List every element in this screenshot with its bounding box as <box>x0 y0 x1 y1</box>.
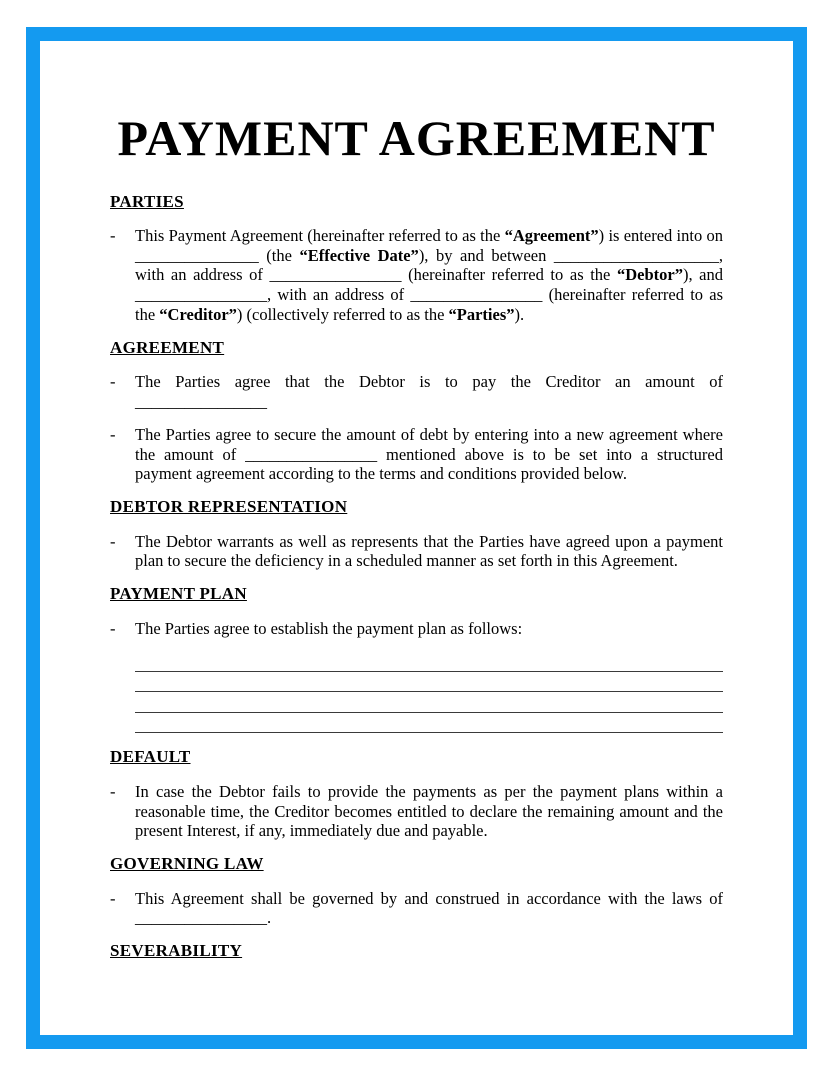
section-heading: PAYMENT PLAN <box>110 584 247 604</box>
text-run: (the <box>258 245 300 265</box>
fill-in-blank: ________________ <box>135 908 267 928</box>
defined-term: “Creditor” <box>159 305 237 325</box>
text-run: (hereinafter referred to as the <box>401 265 617 285</box>
bullet-text <box>135 372 723 412</box>
section-heading: PARTIES <box>110 191 184 211</box>
defined-term: “Debtor” <box>616 265 683 285</box>
defined-term: “Agreement” <box>504 225 599 245</box>
text-run: ) (collectively referred to as the <box>236 305 449 325</box>
section-heading: AGREEMENT <box>110 337 225 357</box>
bullet-dash: - <box>110 781 116 801</box>
bullet-item <box>110 372 723 412</box>
section-payment-plan <box>110 584 723 733</box>
text-run: ) is entered into on <box>598 225 724 245</box>
bullet-text <box>135 532 723 572</box>
text-run: ). <box>514 305 525 325</box>
fill-in-blank: _______________ <box>135 245 259 265</box>
bullet-text <box>135 619 723 639</box>
bullet-item <box>110 226 723 325</box>
write-line <box>135 651 723 672</box>
fill-in-blank: ________________ <box>410 285 543 305</box>
text-run: This Agreement shall be governed by and construed in accordance with the laws of <box>135 888 723 908</box>
text-run: , with an address of <box>267 285 411 305</box>
section-heading: DEFAULT <box>110 747 191 767</box>
section-agreement <box>110 338 723 484</box>
text-run: (hereinafter referred to as the <box>135 285 724 325</box>
document-title: PAYMENT AGREEMENT <box>117 110 716 166</box>
bullet-text <box>135 889 723 929</box>
bullet-dash: - <box>110 424 116 444</box>
text-run: The Debtor warrants as well as represents that the Parties have agreed upon a payment plan to secure the deficiency in a scheduled manner as set forth in this Agreement. <box>135 531 723 571</box>
text-run: mentioned above is to be set into a structured payment agreement according to the terms and conditions provided below. <box>135 444 723 484</box>
bullet-text <box>135 425 723 484</box>
section-heading: GOVERNING LAW <box>110 854 264 874</box>
write-line <box>135 672 723 693</box>
bullet-dash: - <box>110 888 116 908</box>
text-run: The Parties agree to establish the payment plan as follows: <box>135 618 523 638</box>
fill-in-blank: ________________ <box>135 392 267 412</box>
section-severability <box>110 941 723 961</box>
fill-in-blank: ________________ <box>135 285 267 305</box>
fill-in-blank: ________________ <box>245 444 378 464</box>
bullet-dash: - <box>110 618 116 638</box>
document-content <box>110 0 723 976</box>
text-run: . <box>267 908 272 928</box>
write-line <box>135 713 723 734</box>
defined-term: “Effective Date” <box>299 245 419 265</box>
sections-container <box>110 192 723 962</box>
section-parties <box>110 192 723 325</box>
bullet-item <box>110 889 723 929</box>
bullet-text <box>135 226 723 325</box>
text-run: The Parties agree to secure the amount of debt by entering into a new agreement where the amount of <box>135 424 723 464</box>
fill-in-blank: ________________ <box>269 265 402 285</box>
text-run: The Parties agree that the Debtor is to pay the Creditor an amount of <box>135 372 723 392</box>
bullet-dash: - <box>110 531 116 551</box>
text-run: ), by and between <box>418 245 554 265</box>
bullet-dash: - <box>110 372 116 392</box>
defined-term: “Parties” <box>448 305 515 325</box>
bullet-text <box>135 782 723 841</box>
bullet-item <box>110 425 723 484</box>
section-default <box>110 747 723 841</box>
write-line <box>135 692 723 713</box>
text-run: ), and <box>682 265 723 285</box>
fill-in-blank: ____________________ <box>553 245 719 265</box>
text-run: This Payment Agreement (hereinafter referred to as the <box>135 225 505 245</box>
section-heading: DEBTOR REPRESENTATION <box>110 497 348 517</box>
bullet-item <box>110 619 723 639</box>
text-run: In case the Debtor fails to provide the payments as per the payment plans within a reasonable time, the Creditor becomes entitled to declare the remaining amount and the present Interest, if any, immediately due and payable. <box>135 781 723 841</box>
section-governing-law <box>110 854 723 928</box>
bullet-item <box>110 782 723 841</box>
section-heading: SEVERABILITY <box>110 941 243 961</box>
text-run: , with an address of <box>135 245 724 285</box>
bullet-dash: - <box>110 225 116 245</box>
write-lines <box>135 651 723 733</box>
section-debtor-representation <box>110 497 723 571</box>
bullet-item <box>110 532 723 572</box>
